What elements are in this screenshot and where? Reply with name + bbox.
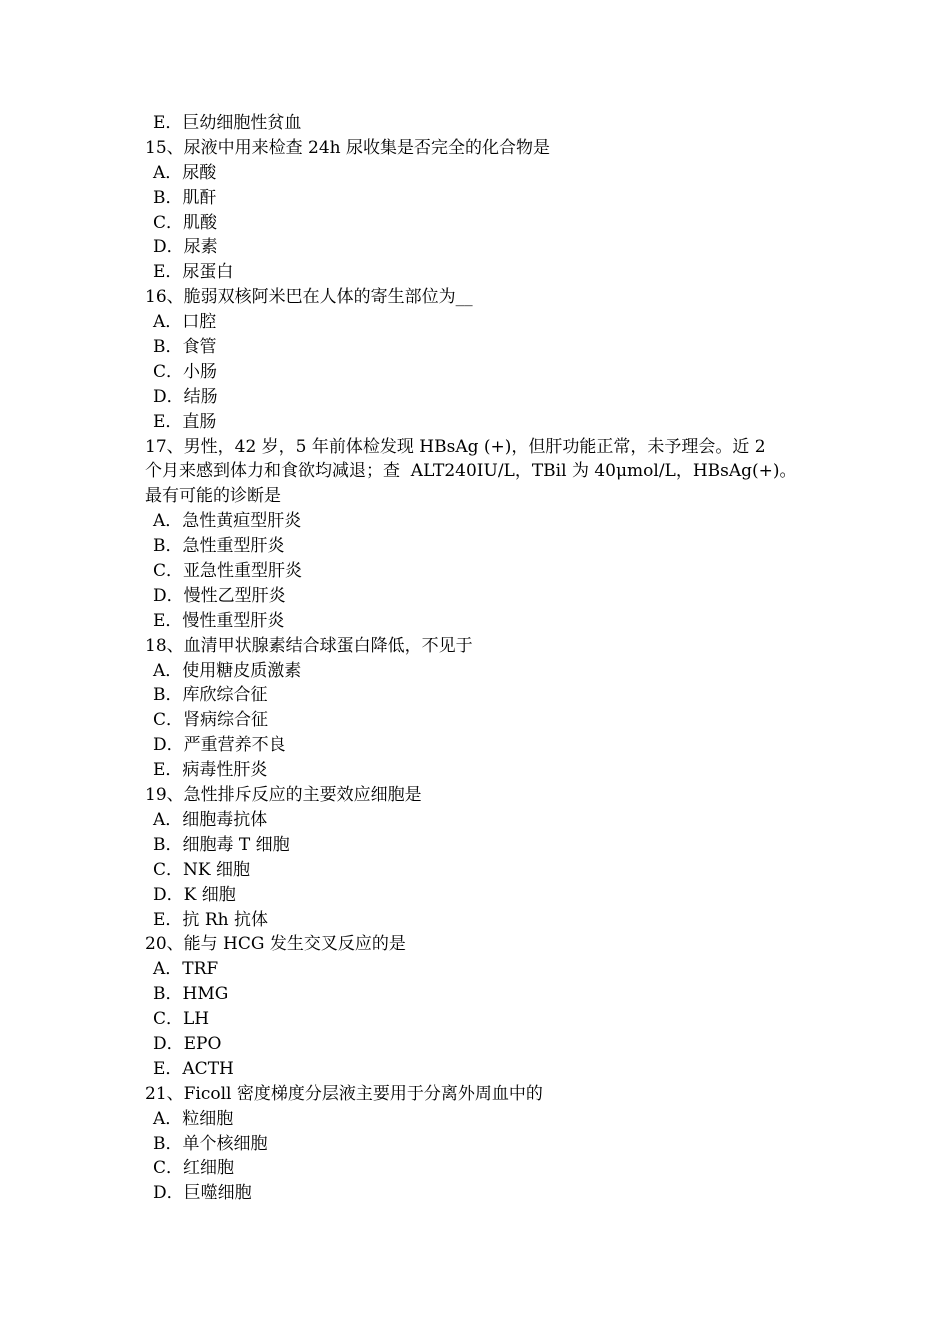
answer-option: C．红细胞 — [153, 1158, 235, 1179]
answer-option: D．K 细胞 — [153, 884, 236, 905]
answer-option: C．肌酸 — [153, 212, 218, 233]
answer-option: B．单个核细胞 — [153, 1133, 268, 1154]
answer-option: B．食管 — [153, 337, 217, 358]
answer-option: A．细胞毒抗体 — [153, 809, 268, 830]
answer-option: A．尿酸 — [153, 162, 217, 183]
answer-option: B．急性重型肝炎 — [153, 536, 285, 557]
answer-option: D．慢性乙型肝炎 — [153, 585, 286, 606]
answer-option: B．库欣综合征 — [153, 685, 268, 706]
question-text: 17、男性，42 岁，5 年前体检发现 HBsAg (+)，但肝功能正常，未予理会。近 2 — [145, 436, 766, 457]
question-text: 21、Ficoll 密度梯度分层液主要用于分离外周血中的 — [145, 1083, 543, 1104]
answer-option: A．粒细胞 — [153, 1108, 234, 1129]
answer-option: E．ACTH — [153, 1058, 234, 1079]
answer-option: B．肌酐 — [153, 187, 217, 208]
answer-option: A．口腔 — [153, 312, 217, 333]
answer-option: E．尿蛋白 — [153, 262, 234, 283]
question-text: 最有可能的诊断是 — [145, 486, 281, 507]
answer-option: C．肾病综合征 — [153, 710, 269, 731]
document-page — [145, 111, 810, 1206]
question-text: 15、尿液中用来检查 24h 尿收集是否完全的化合物是 — [145, 137, 551, 158]
answer-option: C．NK 细胞 — [153, 859, 250, 880]
question-text: 19、急性排斥反应的主要效应细胞是 — [145, 785, 422, 806]
answer-option: C．亚急性重型肝炎 — [153, 561, 303, 582]
answer-option: C．小肠 — [153, 361, 218, 382]
answer-option: D．严重营养不良 — [153, 735, 286, 756]
answer-option: E．抗 Rh 抗体 — [153, 909, 268, 930]
answer-option: C．LH — [153, 1009, 210, 1030]
answer-option: A．TRF — [153, 959, 219, 980]
answer-option: A．急性黄疸型肝炎 — [153, 511, 302, 532]
answer-option: E．病毒性肝炎 — [153, 760, 268, 781]
answer-option: B．细胞毒 T 细胞 — [153, 834, 290, 855]
answer-option: B．HMG — [153, 984, 229, 1005]
answer-option: D．尿素 — [153, 237, 218, 258]
answer-option: A．使用糖皮质激素 — [153, 660, 302, 681]
question-text: 20、能与 HCG 发生交叉反应的是 — [145, 934, 406, 955]
answer-option: D．结肠 — [153, 386, 218, 407]
answer-option: E．巨幼细胞性贫血 — [153, 113, 302, 133]
answer-option: D．EPO — [153, 1033, 222, 1054]
question-text: 16、脆弱双核阿米巴在人体的寄生部位为__ — [145, 287, 473, 308]
answer-option: E．慢性重型肝炎 — [153, 610, 285, 631]
question-text: 18、血清甲状腺素结合球蛋白降低，不见于 — [145, 635, 473, 656]
answer-option: E．直肠 — [153, 411, 217, 432]
question-text: 个月来感到体力和食欲均减退；查 ALT240IU/L，TBil 为 40μmol/L，HBsAg(+)。 — [145, 461, 797, 482]
answer-option: D．巨噬细胞 — [153, 1183, 252, 1204]
